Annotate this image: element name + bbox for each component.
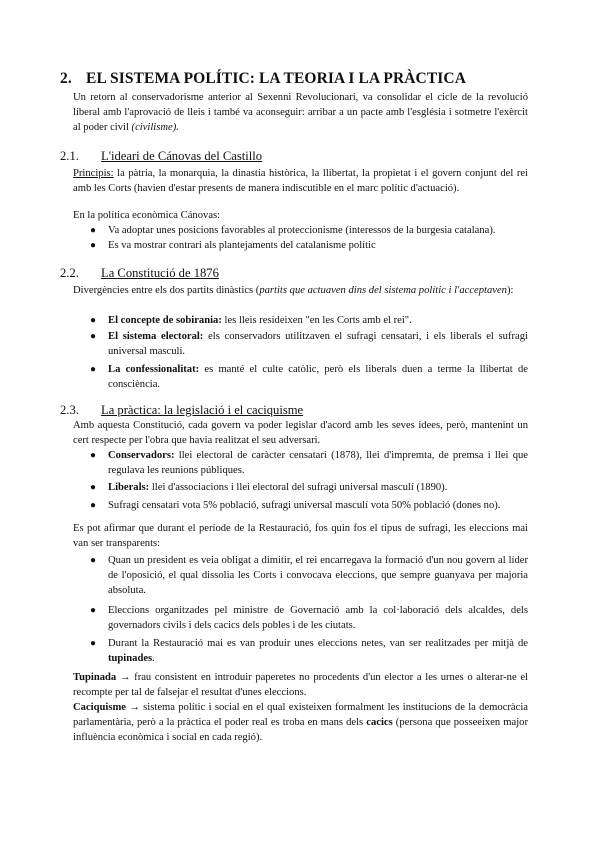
subsection-heading-2-2 bbox=[60, 266, 219, 281]
arrow-icon: → bbox=[119, 672, 131, 683]
list-item-term: Conservadors: bbox=[108, 450, 175, 461]
bullet-icon: ● bbox=[90, 482, 97, 494]
bullet-icon: ● bbox=[90, 363, 97, 375]
list-item-text: Quan un president es veia obligat a dimitir, el rei encarregava la formació d'un nou govern al líder de l'oposició, el qual dissolia les Corts i convocava eleccions, que sempre guanyava per majoria absoluta. bbox=[108, 555, 528, 597]
principis-text: la pàtria, la monarquia, la dinastia històrica, la llibertat, la propietat i el govern conjunt del rei amb les Corts (havien d'estar presents de manera indiscutible en el marc polític d'actuació). bbox=[73, 168, 528, 195]
list-item bbox=[88, 448, 528, 478]
list-item-text: els conservadors utilitzaven el sufragi censatari, i els liberals el sufragi universal masculí. bbox=[108, 331, 528, 358]
list-item bbox=[88, 498, 528, 513]
list-item-term: El concepte de sobirania: bbox=[108, 315, 222, 326]
list-item bbox=[88, 553, 528, 599]
bullet-icon: ● bbox=[90, 638, 97, 650]
principis-paragraph bbox=[73, 166, 528, 196]
bullet-icon: ● bbox=[90, 315, 97, 326]
list-item-term: Liberals: bbox=[108, 482, 150, 494]
list-item-text: Eleccions organitzades pel ministre de Governació amb la col·laboració dels alcaldes, dels governadors civils i dels cacics dels pobles i de les ciutats. bbox=[108, 604, 528, 631]
definition-term: Caciquisme bbox=[73, 702, 126, 713]
list-item-bold: tupinades bbox=[108, 653, 153, 665]
elections-intro bbox=[73, 521, 528, 551]
arrow-icon: → bbox=[129, 702, 140, 713]
subsection-title: L'ideari de Cánovas del Castillo bbox=[101, 149, 263, 163]
list-item-text: Durant la Restauració mai es van produir unes eleccions netes, van ser realitzades per mitjà de bbox=[108, 638, 528, 650]
list-item-term: El sistema electoral: bbox=[108, 331, 204, 343]
bullet-icon: ● bbox=[90, 225, 97, 236]
definition-text: sistema polític i social en el qual existeixen formalment les institucions de la democràcia parlamentària, però a la pràctica el poder real es troba en mans dels bbox=[73, 702, 528, 729]
elections-intro-text: Es pot afirmar que durant el període de la Restauració, fos quin fos el tipus de sufragi, les eleccions mai van ser transparents: bbox=[73, 523, 528, 550]
economic-bullet-list bbox=[88, 223, 528, 253]
section-number: 2. bbox=[60, 70, 72, 87]
practice-intro bbox=[73, 418, 528, 448]
subsection-number: 2.1. bbox=[60, 149, 79, 163]
definition-text: frau consistent en introduir paperetes no procedents d'un elector a les urnes o alterar-ne el recompte per tal de falsejar el resultat d'unes eleccions. bbox=[73, 672, 528, 699]
list-item bbox=[88, 480, 528, 495]
list-item bbox=[88, 223, 528, 238]
bullet-icon: ● bbox=[90, 555, 97, 566]
list-item bbox=[88, 313, 528, 328]
definition-bold: cacics bbox=[366, 717, 393, 729]
constitution-bullet-list bbox=[88, 313, 528, 392]
definition-tupinada bbox=[73, 670, 528, 700]
list-item-text: Es va mostrar contrari als plantejaments del catalanisme polític bbox=[108, 240, 376, 252]
elections-bullet-list bbox=[88, 553, 528, 666]
subsection-number: 2.3. bbox=[60, 403, 79, 417]
list-item bbox=[88, 636, 528, 666]
bullet-icon: ● bbox=[90, 331, 97, 343]
list-item bbox=[88, 329, 528, 359]
definition-end: (persona que posseeixen major influència econòmica i social en cada regió). bbox=[73, 717, 529, 744]
bullet-icon: ● bbox=[90, 450, 97, 461]
economic-intro-text: En la política econòmica Cánovas: bbox=[73, 210, 221, 221]
list-item-text: Sufragi censatari vota 5% població, sufragi universal masculí vota 50% població (dones no). bbox=[108, 499, 501, 511]
list-item-text: llei d'associacions i llei electoral del sufragi universal masculí (1890). bbox=[149, 482, 448, 494]
list-item-end: . bbox=[152, 653, 155, 665]
subsection-title: La pràctica: la legislació i el caciquisme bbox=[101, 403, 304, 417]
constitution-intro-end: ): bbox=[506, 285, 514, 296]
section-heading bbox=[60, 70, 540, 88]
constitution-intro-text: Divergències entre els dos partits dinàstics ( bbox=[73, 285, 260, 296]
subsection-heading-2-1 bbox=[60, 149, 262, 164]
list-item-text: llei electoral de caràcter censatari (1878), llei d'impremta, de premsa i llei que regulava les reunions públiques. bbox=[108, 450, 528, 477]
constitution-intro bbox=[73, 283, 528, 298]
list-item bbox=[88, 603, 528, 633]
list-item bbox=[88, 362, 528, 392]
practice-intro-text: Amb aquesta Constitució, cada govern va poder legislar d'acord amb les seves idees, però, mantenint un cert respecte per l'obra que havia realitzat el seu adversari. bbox=[73, 420, 528, 447]
economic-intro bbox=[73, 208, 528, 223]
list-item-text: Va adoptar unes posicions favorables al proteccionisme (interessos de la burgesia catalana). bbox=[108, 225, 496, 236]
legislation-bullet-list bbox=[88, 448, 528, 513]
list-item-text: es manté el culte catòlic, però els liberals duen a terme la llibertat de consciència. bbox=[108, 363, 528, 390]
list-item-term: La confessionalitat: bbox=[108, 363, 200, 375]
definition-term: Tupinada bbox=[73, 672, 117, 683]
definition-caciquisme bbox=[73, 700, 528, 746]
bullet-icon: ● bbox=[90, 604, 97, 616]
section-intro-text: Un retorn al conservadorisme anterior al Sexenni Revolucionari, va consolidar el cicle de la revolució liberal amb l'aprovació de lleis i també va aconseguir: arribar a un pacte amb l'església i sotmetre l'exèrcit al poder civil bbox=[73, 92, 528, 134]
section-intro-italic: (civilisme). bbox=[131, 122, 179, 134]
section-intro bbox=[73, 90, 528, 136]
subsection-heading-2-3 bbox=[60, 403, 303, 418]
list-item bbox=[88, 238, 528, 253]
constitution-intro-italic: partits que actuaven dins del sistema polític i l'acceptaven bbox=[259, 285, 507, 296]
subsection-title: La Constitució de 1876 bbox=[101, 266, 219, 280]
bullet-icon: ● bbox=[90, 240, 97, 252]
section-title: EL SISTEMA POLÍTIC: LA TEORIA I LA PRÀCTICA bbox=[86, 70, 466, 87]
principis-label: Principis: bbox=[73, 168, 114, 179]
bullet-icon: ● bbox=[90, 499, 97, 511]
list-item-text: les lleis resideixen "en les Corts amb el rei". bbox=[221, 315, 412, 326]
subsection-number: 2.2. bbox=[60, 266, 79, 280]
